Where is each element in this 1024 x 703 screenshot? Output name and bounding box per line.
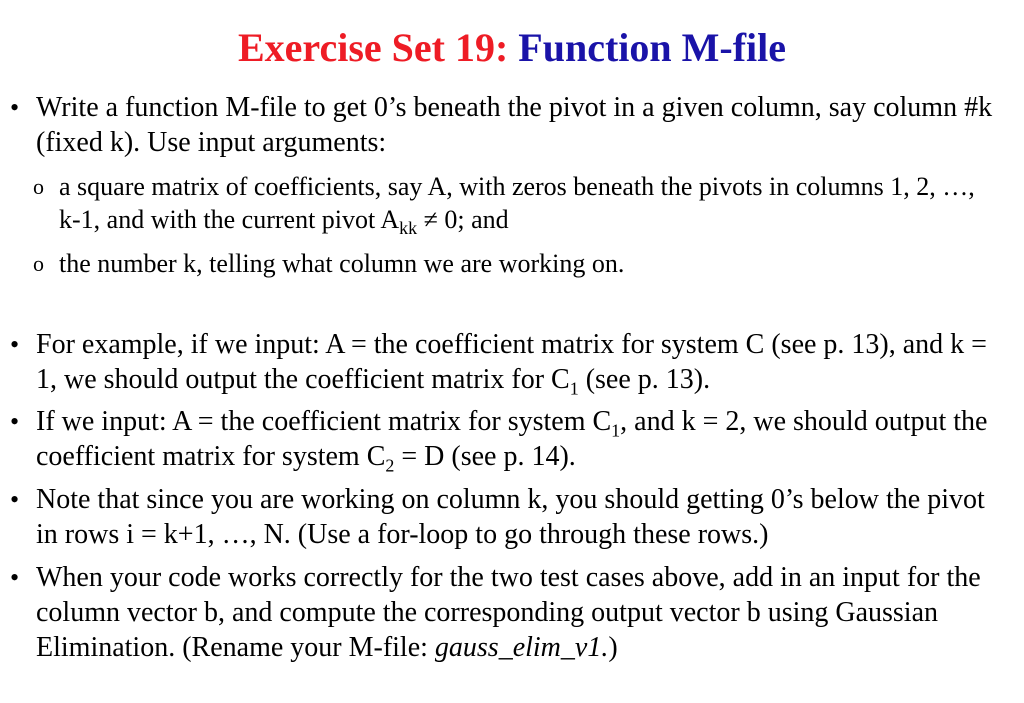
- bullet-example: [10, 327, 1000, 397]
- bullet-icon: •: [10, 563, 20, 592]
- bullet-text: Write a function M-file to get 0’s beneath the pivot in a given column, say column #k (fixed k). Use input arguments:: [36, 92, 993, 158]
- title-function-mfile: Function M-file: [518, 25, 787, 70]
- bullet-gaussian-elimination: [10, 560, 1000, 665]
- page-title: [0, 22, 1024, 74]
- sub-bullet-text: the number k, telling what column we are working on.: [59, 249, 625, 278]
- circle-bullet-icon: o: [33, 174, 44, 199]
- circle-bullet-icon: o: [33, 251, 44, 276]
- bullet-icon: •: [10, 485, 20, 514]
- bullet-text: When your code works correctly for the two test cases above, add in an input for the column vector b, and compute the corresponding output vector b using Gaussian Elimination. (Rename your M-file: gauss_elim_v1.): [36, 562, 981, 663]
- sub-bullet-text: a square matrix of coefficients, say A, with zeros beneath the pivots in columns 1, 2, …, k-1, and with the current pivot $A_{kk} \ne 0$; and: [59, 172, 975, 239]
- sub-bullet-square-matrix: [33, 170, 993, 239]
- sub-bullet-number-k: [33, 247, 993, 280]
- mfile-name: gauss_elim_v1.: [434, 632, 609, 663]
- bullet-icon: •: [10, 407, 20, 436]
- title-exercise-set: Exercise Set 19:: [237, 25, 509, 70]
- bullet-write-function: [10, 90, 1000, 160]
- bullet-icon: •: [10, 93, 20, 122]
- bullet-text: For example, if we input: A = the coefficient matrix for system C (see p. 13), and k = 1, we should output the coefficient matrix for $C_1$ (see p. 13).: [36, 329, 987, 399]
- bullet-note: [10, 482, 1000, 552]
- bullet-icon: •: [10, 330, 20, 359]
- bullet-text: Note that since you are working on column k, you should getting 0’s below the pivot in rows i = k+1, …, N. (Use a for-loop to go through these rows.): [36, 484, 985, 550]
- bullet-text: If we input: A = the coefficient matrix for system $C_1$, and k = 2, we should output the coefficient matrix for system $C_2 = D$ (see p. 14).: [36, 406, 988, 476]
- bullet-second-input: [10, 404, 1000, 474]
